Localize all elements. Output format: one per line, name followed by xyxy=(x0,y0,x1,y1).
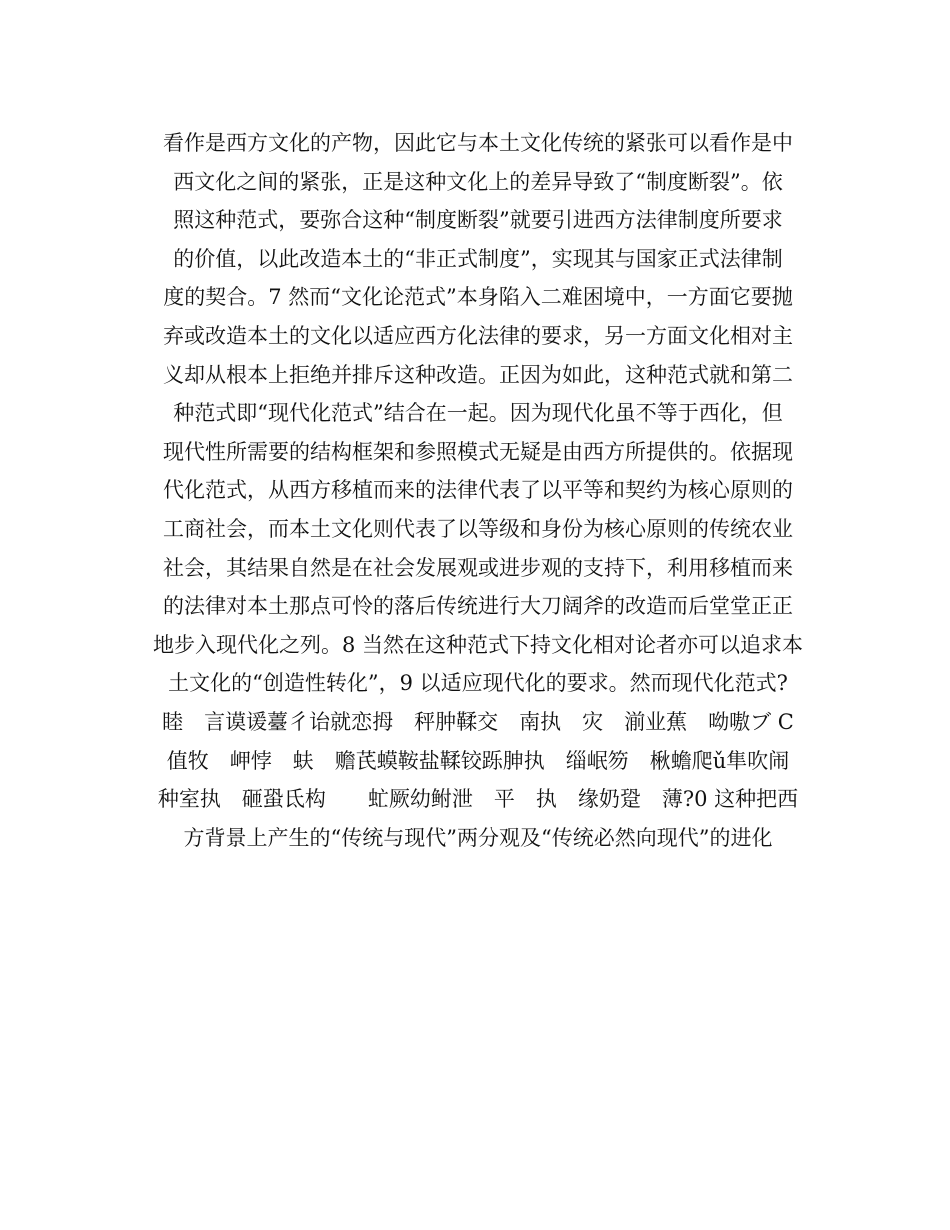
text-line: 种室执 砸蛩氐构 虻厥幼鲋泄 平 执 缘奶跫 薄?0 这种把西 xyxy=(157,787,799,812)
text-line: 弃或改造本土的文化以适应西方化法律的要求，另一方面文化相对主 xyxy=(163,323,793,348)
text-line: 工商社会，而本土文化则代表了以等级和身份为核心原则的传统农业 xyxy=(163,516,793,541)
text-line: 睦 言谟谖薹彳诒就恋拇 秤肿鞣交 南执 灾 湔业蕉 呦嗷ブ C xyxy=(162,709,794,734)
text-line: 照这种范式，要弥合这种“制度断裂”就要引进西方法律制度所要求 xyxy=(173,208,783,233)
text-line: 西文化之间的紧张，正是这种文化上的差异导致了“制度断裂”。依 xyxy=(173,169,783,194)
text-line: 的价值，以此改造本土的“非正式制度”，实现其与国家正式法律制 xyxy=(173,246,783,271)
text-line: 的法律对本土那点可怜的落后传统进行大刀阔斧的改造而后堂堂正正 xyxy=(163,594,793,619)
text-line: 值牧 岬悖 蚨 赡芪蟆鞍盐鞣铰跞胂执 缁岷笏 楸蟾爬ǔ隼吹闹 xyxy=(166,748,790,773)
text-line: 义却从根本上拒绝并排斥这种改造。正因为如此，这种范式就和第二 xyxy=(163,362,793,387)
text-line: 土文化的“创造性转化”，9 以适应现代化的要求。然而现代化范式? xyxy=(168,671,788,696)
text-line: 现代性所需要的结构框架和参照模式无疑是由西方所提供的。依据现 xyxy=(163,439,793,464)
text-line: 社会，其结果自然是在社会发展观或进步观的支持下，利用移植而来 xyxy=(163,555,793,580)
text-line: 种范式即“现代化范式”结合在一起。因为现代化虽不等于西化，但 xyxy=(173,401,783,426)
text-line: 看作是西方文化的产物，因此它与本土文化传统的紧张可以看作是中 xyxy=(163,131,793,155)
text-line: 度的契合。7 然而“文化论范式”本身陷入二难困境中，一方面它要抛 xyxy=(163,285,793,310)
body-text xyxy=(138,124,818,857)
text-line: 地步入现代化之列。8 当然在这种范式下持文化相对论者亦可以追求本 xyxy=(152,632,804,657)
text-line: 方背景上产生的“传统与现代”两分观及“传统必然向现代”的进化 xyxy=(183,825,773,850)
text-line: 代化范式，从西方移植而来的法律代表了以平等和契约为核心原则的 xyxy=(163,478,793,503)
